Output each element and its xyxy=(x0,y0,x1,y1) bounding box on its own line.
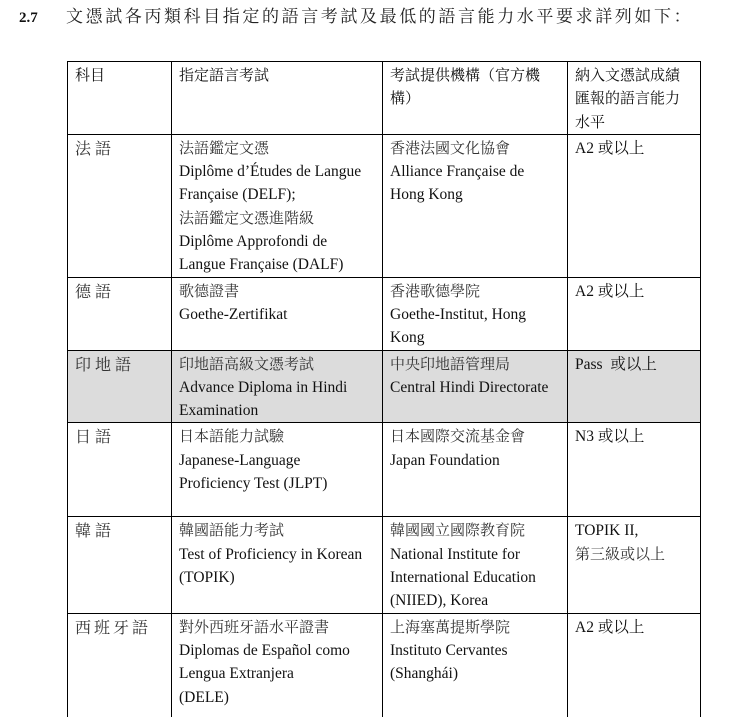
subject-cell: 日語 xyxy=(68,423,172,517)
section-intro-text: 文憑試各丙類科目指定的語言考試及最低的語言能力水平要求詳列如下： xyxy=(66,7,694,27)
table-row-korean xyxy=(68,517,701,613)
subject-cell: 德語 xyxy=(68,277,172,350)
exam-cell: 法語鑑定文憑 Diplôme d’Études de Langue Française (DELF); 法語鑑定文憑進階級 Diplôme Approfondi de Langue Française (DALF) xyxy=(172,134,383,277)
table-row-spanish xyxy=(68,613,701,717)
exam-cell: 對外西班牙語水平證書 Diplomas de Español como Lengua Extranjera (DELE) xyxy=(172,613,383,717)
table-row-hindi xyxy=(68,350,701,423)
level-cell: TOPIK II, 第三級或以上 xyxy=(568,517,701,613)
table-row-french xyxy=(68,134,701,277)
header-subject: 科目 xyxy=(68,62,172,135)
exam-cell: 印地語高級文憑考試 Advance Diploma in Hindi Examination xyxy=(172,350,383,423)
language-exam-table xyxy=(67,61,701,717)
header-exam: 指定語言考試 xyxy=(172,62,383,135)
exam-cell: 歌德證書 Goethe-Zertifikat xyxy=(172,277,383,350)
subject-cell: 西班牙語 xyxy=(68,613,172,717)
level-cell: A2 或以上 xyxy=(568,277,701,350)
provider-cell: 香港歌德學院 Goethe-Institut, Hong Kong xyxy=(383,277,568,350)
level-cell: A2 或以上 xyxy=(568,134,701,277)
provider-cell: 香港法國文化協會 Alliance Française de Hong Kong xyxy=(383,134,568,277)
exam-cell: 日本語能力試驗 Japanese-Language Proficiency Test (JLPT) xyxy=(172,423,383,517)
provider-cell: 日本國際交流基金會 Japan Foundation xyxy=(383,423,568,517)
table-row-japanese xyxy=(68,423,701,517)
section-number: 2.7 xyxy=(19,10,38,26)
header-level: 納入文憑試成績匯報的語言能力水平 xyxy=(568,62,701,135)
provider-cell: 中央印地語管理局 Central Hindi Directorate xyxy=(383,350,568,423)
table-row-german xyxy=(68,277,701,350)
subject-cell: 法語 xyxy=(68,134,172,277)
table-header-row xyxy=(68,62,701,135)
subject-cell: 印地語 xyxy=(68,350,172,423)
header-provider: 考試提供機構（官方機構） xyxy=(383,62,568,135)
level-cell: A2 或以上 xyxy=(568,613,701,717)
provider-cell: 韓國國立國際教育院 National Institute for International Education (NIIED), Korea xyxy=(383,517,568,613)
subject-cell: 韓語 xyxy=(68,517,172,613)
exam-cell: 韓國語能力考試 Test of Proficiency in Korean (TOPIK) xyxy=(172,517,383,613)
level-cell: N3 或以上 xyxy=(568,423,701,517)
provider-cell: 上海塞萬提斯學院 Instituto Cervantes (Shanghái) xyxy=(383,613,568,717)
level-cell: Pass 或以上 xyxy=(568,350,701,423)
